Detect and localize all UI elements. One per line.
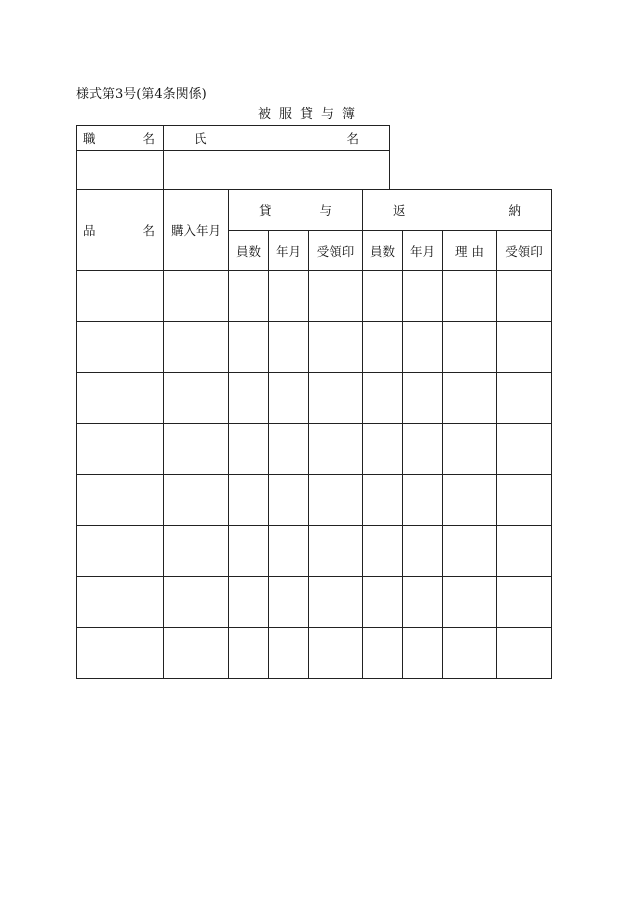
- reason-label-1: 理: [455, 243, 468, 259]
- table-cell[interactable]: [309, 373, 363, 424]
- table-cell[interactable]: [164, 322, 229, 373]
- table-cell[interactable]: [309, 577, 363, 628]
- table-cell[interactable]: [229, 322, 269, 373]
- lend-date-header: 年月: [269, 231, 309, 271]
- table-cell[interactable]: [497, 322, 552, 373]
- return-receipt-header: 受領印: [497, 231, 552, 271]
- table-row: [77, 271, 552, 322]
- name-header-cell: [164, 126, 390, 151]
- table-cell[interactable]: [269, 424, 309, 475]
- table-cell[interactable]: [77, 373, 164, 424]
- table-cell[interactable]: [443, 373, 497, 424]
- lend-quantity-header: 員数: [229, 231, 269, 271]
- table-cell[interactable]: [77, 526, 164, 577]
- lend-receipt-header: 受領印: [309, 231, 363, 271]
- table-cell[interactable]: [497, 271, 552, 322]
- table-cell[interactable]: [497, 373, 552, 424]
- table-cell[interactable]: [403, 373, 443, 424]
- return-quantity-header: 員数: [363, 231, 403, 271]
- table-cell[interactable]: [229, 424, 269, 475]
- table-cell[interactable]: [363, 271, 403, 322]
- table-cell[interactable]: [229, 628, 269, 679]
- table-cell[interactable]: [229, 475, 269, 526]
- name-label-1: 氏: [194, 131, 207, 146]
- table-cell[interactable]: [77, 628, 164, 679]
- position-label-1: 職: [83, 131, 96, 146]
- item-label-2: 名: [142, 223, 155, 238]
- lending-record-table: [76, 189, 552, 679]
- table-row: [77, 424, 552, 475]
- table-cell[interactable]: [403, 577, 443, 628]
- table-cell[interactable]: [164, 475, 229, 526]
- table-cell[interactable]: [269, 322, 309, 373]
- table-cell[interactable]: [443, 526, 497, 577]
- table-cell[interactable]: [269, 475, 309, 526]
- position-value-cell[interactable]: [77, 151, 164, 190]
- table-cell[interactable]: [164, 373, 229, 424]
- table-cell[interactable]: [309, 424, 363, 475]
- table-cell[interactable]: [403, 322, 443, 373]
- table-cell[interactable]: [269, 373, 309, 424]
- return-date-header: 年月: [403, 231, 443, 271]
- table-cell[interactable]: [229, 271, 269, 322]
- table-cell[interactable]: [309, 628, 363, 679]
- table-cell[interactable]: [269, 628, 309, 679]
- lend-label-1: 貸: [259, 203, 272, 218]
- table-cell[interactable]: [309, 271, 363, 322]
- table-cell[interactable]: [497, 424, 552, 475]
- table-cell[interactable]: [164, 526, 229, 577]
- table-cell[interactable]: [229, 577, 269, 628]
- table-cell[interactable]: [309, 526, 363, 577]
- table-cell[interactable]: [403, 526, 443, 577]
- table-cell[interactable]: [309, 322, 363, 373]
- table-cell[interactable]: [164, 577, 229, 628]
- table-cell[interactable]: [497, 577, 552, 628]
- table-cell[interactable]: [229, 373, 269, 424]
- table-cell[interactable]: [363, 628, 403, 679]
- position-label-2: 名: [142, 131, 155, 146]
- table-cell[interactable]: [403, 475, 443, 526]
- table-cell[interactable]: [363, 475, 403, 526]
- table-cell[interactable]: [443, 475, 497, 526]
- table-cell[interactable]: [77, 322, 164, 373]
- table-cell[interactable]: [403, 424, 443, 475]
- return-label-2: 納: [508, 203, 522, 218]
- item-label-1: 品: [83, 223, 96, 238]
- table-cell[interactable]: [164, 628, 229, 679]
- table-row: [77, 577, 552, 628]
- position-header-cell: [77, 126, 164, 151]
- reason-label-2: 由: [471, 243, 485, 259]
- return-header: [363, 190, 552, 231]
- form-number-label: 様式第3号(第4条関係): [76, 87, 207, 102]
- table-cell[interactable]: [164, 424, 229, 475]
- table-cell[interactable]: [443, 322, 497, 373]
- table-cell[interactable]: [164, 271, 229, 322]
- table-row: [77, 322, 552, 373]
- lend-header: [229, 190, 363, 231]
- table-cell[interactable]: [77, 424, 164, 475]
- reason-header: [443, 231, 497, 271]
- table-row: [77, 526, 552, 577]
- table-cell[interactable]: [363, 322, 403, 373]
- table-cell[interactable]: [443, 577, 497, 628]
- table-cell[interactable]: [497, 628, 552, 679]
- table-cell[interactable]: [229, 526, 269, 577]
- table-cell[interactable]: [363, 373, 403, 424]
- table-cell[interactable]: [363, 424, 403, 475]
- table-cell[interactable]: [363, 577, 403, 628]
- item-name-header: [77, 190, 164, 271]
- table-cell[interactable]: [269, 577, 309, 628]
- table-cell[interactable]: [497, 526, 552, 577]
- table-cell[interactable]: [403, 271, 443, 322]
- table-cell[interactable]: [497, 475, 552, 526]
- table-cell[interactable]: [77, 271, 164, 322]
- name-value-cell[interactable]: [164, 151, 390, 190]
- table-cell[interactable]: [443, 424, 497, 475]
- lend-label-2: 与: [319, 203, 333, 218]
- form-title: 被服貸与簿: [258, 107, 364, 122]
- purchase-date-header: 購入年月: [164, 190, 229, 271]
- table-cell[interactable]: [403, 628, 443, 679]
- table-cell[interactable]: [269, 526, 309, 577]
- table-cell[interactable]: [77, 475, 164, 526]
- table-cell[interactable]: [363, 526, 403, 577]
- table-cell[interactable]: [443, 628, 497, 679]
- table-cell[interactable]: [309, 475, 363, 526]
- table-row: [77, 475, 552, 526]
- table-cell[interactable]: [269, 271, 309, 322]
- name-label-2: 名: [346, 131, 359, 146]
- table-row: [77, 373, 552, 424]
- employee-info-table: [76, 125, 390, 190]
- table-cell[interactable]: [443, 271, 497, 322]
- table-cell[interactable]: [77, 577, 164, 628]
- table-row: [77, 628, 552, 679]
- return-label-1: 返: [393, 203, 406, 218]
